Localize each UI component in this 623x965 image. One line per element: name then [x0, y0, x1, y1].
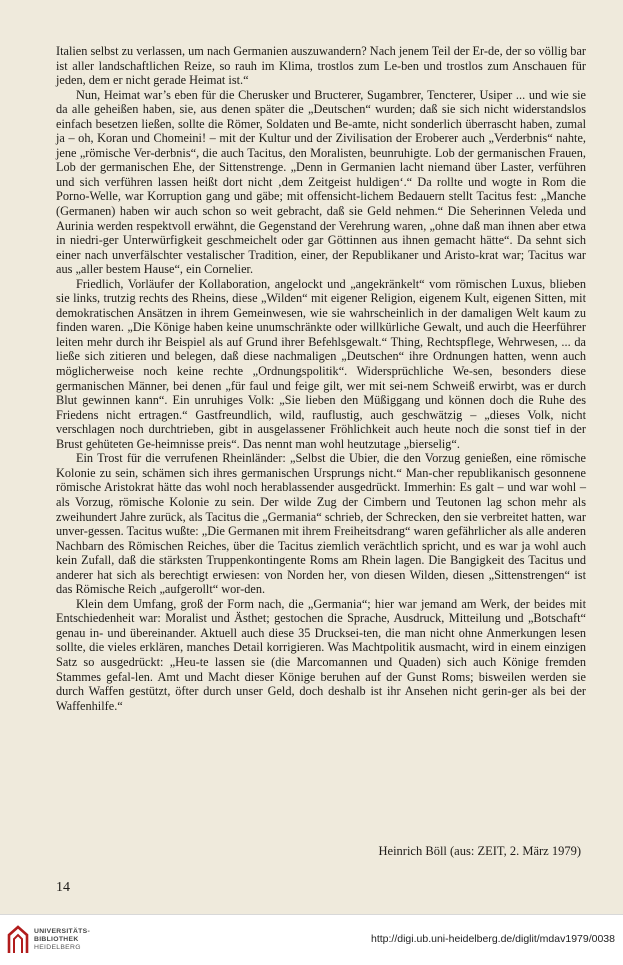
library-name-line-1: UNIVERSITÄTS- [34, 928, 91, 935]
paragraph-5: Klein dem Umfang, groß der Form nach, die „Germania“; hier war jemand am Werk, der beides mit Entschiedenheit war: Moralist und Ästhet; gestochen die Sprache, Ausdruck, Mitteilung und „Botschaft“ genau in- und übereinander. Aktuell auch diese 35 Drucksei-ten, die man nicht ohne Anmerkungen lesen sollte, die vieles erklären, manches Detail korrigieren. Was Machtpolitik ausmacht, wird in einem einzigen Satz so ausgedrückt: „Heu-te lassen sie (die Marcomannen und Quaden) sich auch Könige fremden Stammes gefal-len. Amt und Macht dieser Könige beruhen auf der Gunst Roms; bisweilen werden sie durch Waffen gestützt, öfter durch unser Geld, doch deshalb ist ihr Ansehen nicht gerin-ger als bei der Waffenhilfe.“ [56, 596, 586, 713]
page-number: 14 [56, 880, 70, 895]
permalink-url[interactable]: http://digi.ub.uni-heidelberg.de/diglit/mdav1979/0038 [370, 933, 615, 945]
article-body [56, 44, 586, 713]
paragraph-2: Nun, Heimat war’s eben für die Cherusker und Bructerer, Sugambrer, Tencterer, Usiper ... und wie sie da alle geheißen haben, sie, aus denen später die „Deutschen“ wurden; daß sie sich nicht widerstandslos einfach besetzen ließen, sollte die Römer, Soldaten und Be-amte, nicht sonderlich überrascht haben, zumal ja – oh, Koran und Chomeini! – mit der Kultur und der Zivilisation der Eroberer auch „Verderbnis“ nahte, jene „römische Ver-derbnis“, die auch Tacitus, den Moralisten, beunruhigte. Lob der germanischen Frauen, Lob der germanischen Ehe, der Sittenstrenge. „Denn in Germanien lacht niemand über Laster, verführen und sich verführen lassen heißt dort nicht ‚dem Zeitgeist huldigen‘.“ Da rollte und wogte in Rom die Porno-Welle, war Korruption gang und gäbe; mit offensicht-lichem Bedauern stellt Tacitus fest: „Manche (Germanen) haben wir auch schon so weit gebracht, daß sie Geld nehmen.“ Die Seherinnen Veleda und Aurinia werden respektvoll erwähnt, die Gegenstand der Verehrung waren, „ohne daß man ihnen aber etwa in niedri-ger Unterwürfigkeit geschmeichelt oder gar Göttinnen aus ihnen gemacht hätte“. Da sehnt sich einer nach unverfälschter vestalischer Tradition, einer, der Republikaner und Aristo-krat war; Tacitus war aus „aller bestem Hause“, ein Cornelier. [56, 87, 586, 277]
paragraph-4: Ein Trost für die verrufenen Rheinländer: „Selbst die Ubier, die den Vorzug genießen, eine römische Kolonie zu sein, schämen sich ihres germanischen Ursprungs nicht.“ Man-cher republikanisch gesonnene römische Aristokrat hätte das wohl noch herablassender ausgedrückt. Immerhin: Es galt – und war wohl – als Vorzug, römische Kolonie zu sein. Der wilde Zug der Cimbern und Teutonen lag schon mehr als zweihundert Jahre zurück, als Tacitus die „Germania“ schrieb, der Schrecken, den sie verbreitet hatten, war unver-gessen. Tacitus wußte: „Die Germanen mit ihrem Freiheitsdrang“ waren gefährlicher als alle anderen Nachbarn des Römischen Reiches, über die Tacitus ziemlich verächtlich spricht, und es war ja wohl auch kein Zufall, daß die stärksten Truppenkontingente Roms am Rhein lagen. Die Bangigkeit des Tacitus und anderer hat sich als berechtigt erwiesen: von Norden her, von diesen Wilden, diesen „Sittenstrengen“ ist das Römische Reich „aufgerollt“ wor-den. [56, 451, 586, 597]
library-name-line-3: HEIDELBERG [34, 944, 81, 951]
author-signature: Heinrich Böll (aus: ZEIT, 2. März 1979) [378, 844, 581, 858]
paragraph-3: Friedlich, Vorläufer der Kollaboration, angelockt und „angekränkelt“ vom römischen Luxus, blieben sie links, trutzig rechts des Rheins, diese „Wilden“ mit eigener Religion, eigenem Kult, eigenen Sitten, mit demokratischen Ansätzen in ihrem Gemeinwesen, wie sie wahrscheinlich in der damaligen Welt kaum zu finden waren. „Die Könige haben keine unumschränkte oder willkürliche Gewalt, und auch die Heerführer leiten mehr durch ihr Beispiel als auf Grund ihrer Befehlsgewalt.“ Thing, Rechtspflege, Wehrwesen, ... da ließe sich zitieren und belegen, daß diese nachmaligen „Deutschen“ ihre Ordnungen hatten, wenn auch möglicherweise noch keine rechte „Ordnungspolitik“. Widersprüchliche We-sen, besonders diese germanischen Männer, bei denen „für faul und feige gilt, wer mit sei-nem Schweiß erwirbt, was er durch Blut gewinnen kann“. Ein unruhiges Volk: „Sie lieben den Müßiggang und können doch die Ruhe des Friedens nicht ertragen.“ Gastfreundlich, wild, rauflustig, auch geschwätzig – „dieses Volk, nicht verschlagen noch durchtrieben, gibt in ausgelassener Fröhlichkeit auch heute noch die sonst tief in der Brust gehüteten Ge-heimnisse preis“. Das nennt man wohl heutzutage „bierselig“. [56, 276, 586, 451]
library-logo[interactable] [6, 925, 116, 959]
library-name-line-2: BIBLIOTHEK [34, 936, 79, 943]
library-crest-icon [6, 925, 30, 955]
paragraph-1: Italien selbst zu verlassen, um nach Germanien auszuwandern? Nach jenem Teil der Er-de, der so völlig bar ist aller landschaftlichen Reize, so rauh im Klima, trostlos zum Le-ben und trostlos zum Anschauen für jeden, dem er nicht gerade Heimat ist.“ [56, 44, 586, 88]
library-name [34, 928, 90, 952]
viewer-footer [0, 914, 623, 965]
